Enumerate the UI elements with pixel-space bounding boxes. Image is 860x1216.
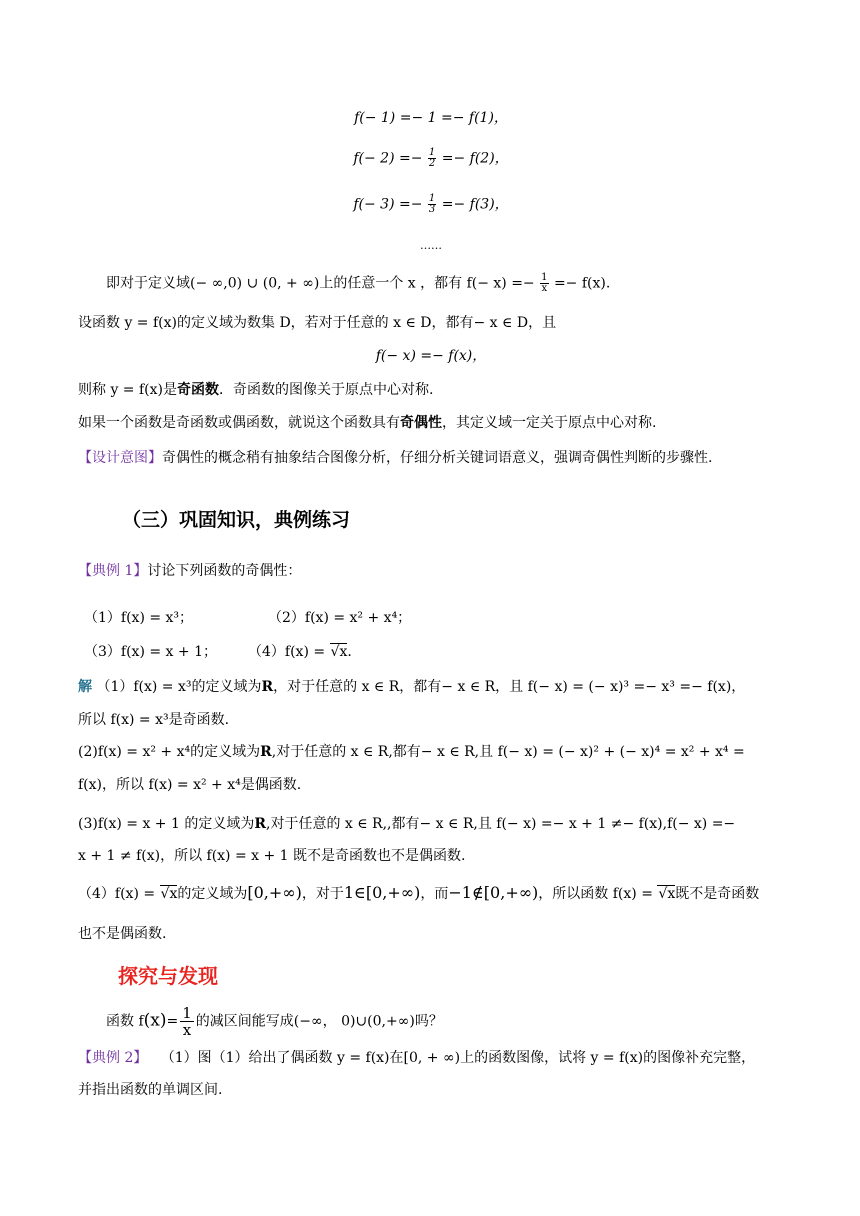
example-1-heading: 【典例 1】讨论下列函数的奇偶性： [78,563,302,579]
exercise-item: （2）f(x) = x² + x⁴； [268,610,412,626]
parity-text: 如果一个函数是奇函数或偶函数，就说这个函数具有奇偶性，其定义域一定关于原点中心对称. [78,415,657,431]
solution-2-cont: f(x)，所以 f(x) = x² + x⁴是偶函数. [78,777,302,793]
solution-3-cont: x + 1 ≠ f(x)，所以 f(x) = x + 1 既不是奇函数也不是偶函数. [78,848,466,864]
equation-line: f(− 3) =− $\frac{1}{3}$ =− f(3)， [353,193,509,215]
solution-1: 解 （1）f(x) = x³的定义域为R，对于任意的 x ∈ R，都有− x ∈ R，且 f(− x) = (− x)³ =− x³ =− f(x)， [78,679,746,695]
discover-title: 探究与发现 [118,964,218,988]
example-2: 【典例 2】 （1）图（1）给出了偶函数 y = f(x)在[0, + ∞)上的函数图像，试将 y = f(x)的图像补充完整， [78,1050,756,1066]
solution-3: (3)f(x) = x + 1 的定义域为R,对于任意的 x ∈ R,,都有− x ∈ R,且 f(− x) =− x + 1 ≠− f(x),f(− x) =− [78,816,736,832]
definition-text: 设函数 y = f(x)的定义域为数集 D，若对于任意的 x ∈ D，都有− x ∈ D，且 [78,315,557,331]
paragraph: 即对于定义域(− ∞,0) ∪ (0, + ∞)上的任意一个 x ，都有 f(− x) =− $\frac{1}{x}$ =− f(x). [106,272,611,294]
definition-equation: f(− x) =− f(x)， [375,348,487,364]
solution-label: 解 [78,679,92,695]
fraction: $\frac{1}{2}$ [428,147,436,169]
solution-2: (2)f(x) = x² + x⁴的定义域为R,对于任意的 x ∈ R,都有− x ∈ R,且 f(− x) = (− x)² + (− x)⁴ = x² + x⁴ = [78,744,745,760]
solution-4: （4）f(x) = √x的定义域为[0,+∞)，对于1∈[0,+∞)，而−1∉[0,+∞)，所以函数 f(x) = √x既不是奇函数 [78,883,760,902]
equation-line: f(− 2) =− $\frac{1}{2}$ =− f(2)， [353,147,509,169]
fraction: $\frac{1}{3}$ [428,193,436,215]
section-title: （三）巩固知识，典例练习 [122,509,351,531]
fraction: $\frac{1}{x}$ [541,272,548,294]
example-2-cont: 并指出函数的单调区间. [78,1082,223,1098]
fraction: $\frac{1}{x}$ [182,1004,192,1039]
example-label: 【典例 1】 [78,563,148,579]
definition-conclusion: 则称 y = f(x)是奇函数．奇函数的图像关于原点中心对称. [78,382,434,398]
solution-4-cont: 也不是偶函数. [78,926,167,942]
exercise-item: （3）f(x) = x + 1； [84,644,217,660]
exercise-item: （1）f(x) = x³； [84,610,194,626]
ellipsis: …… [420,239,442,252]
solution-1-cont: 所以 f(x) = x³是奇函数. [78,712,230,728]
example-label: 【典例 2】 [78,1050,148,1066]
question: 函数 f(x)= $\frac{1}{x}$ 的减区间能写成(−∞， 0)∪(0,+∞)吗？ [106,1004,443,1039]
design-label: 【设计意图】 [78,450,162,466]
design-note: 【设计意图】奇偶性的概念稍有抽象结合图像分析，仔细分析关键词语意义，强调奇偶性判断的步骤性. [78,450,713,466]
exercise-item: （4）f(x) = √x. [248,644,352,660]
equation-line: f(− 1) =− 1 =− f(1)， [354,110,508,126]
